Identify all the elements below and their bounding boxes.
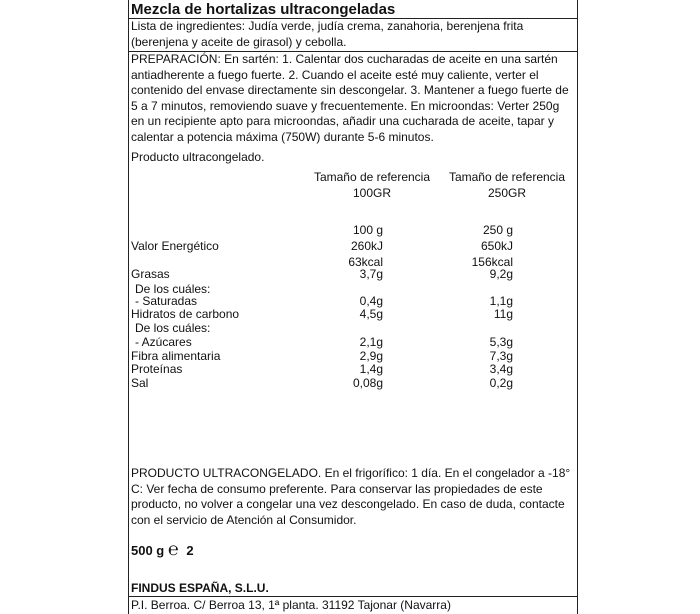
- preparation-instructions: PREPARACIÓN: En sartén: 1. Calentar dos cucharadas de aceite en una sartén antiadherente a fuego fuerte. 2. Cuando el aceite esté muy caliente, verter el contenido del envase directamente sin descongelar. 3. Mantener a fuego fuerte de 5 a 7 minutos, removiendo suave y frecuentemente. En microondas: Verter 250g en un recipiente apto para microondas, añadir una cucharada de aceite, tapar y calentar a potencia máxima (750W) durante 5-6 minutos.: [131, 52, 569, 144]
- nutrient-value-col1: 0,4g: [359, 294, 383, 308]
- nutrient-label: Hidratos de carbono: [131, 307, 240, 321]
- nutrient-value-col1: 2,9g: [359, 349, 383, 363]
- nutrient-value-col2: 7,3g: [489, 349, 513, 363]
- nutrient-value-col1: 1,4g: [359, 362, 383, 376]
- nutrient-label: Proteínas: [131, 362, 183, 376]
- nutrient-value-col2: 11g: [493, 307, 513, 321]
- col2-header: Tamaño de referencia: [448, 170, 566, 184]
- nutrient-value-col1: 2,1g: [359, 335, 383, 349]
- nutrient-value-col1: 3,7g: [359, 267, 383, 281]
- company-address: P.I. Berroa. C/ Berroa 13, 1ª planta. 31192 Tajonar (Navarra): [131, 598, 451, 612]
- company-name: FINDUS ESPAÑA, S.L.U.: [131, 581, 269, 595]
- nutrient-value-col1: 4,5g: [359, 307, 383, 321]
- nutrient-label: Grasas: [131, 267, 170, 281]
- net-weight-value: 500 g: [131, 543, 165, 558]
- estimated-sign-icon: ℮: [167, 539, 179, 559]
- col1-quantity: 100 g: [352, 223, 383, 237]
- storage-instructions: PRODUCTO ULTRACONGELADO. En el frigorífico: 1 día. En el congelador a -18° C: Ver fecha de consumo preferente. Para conservar las propiedades de este producto, no volver a congelar una vez descongelado. En caso de duda, contacte con el servicio de Atención al Consumidor.: [131, 466, 571, 527]
- nutrient-label: - Azúcares: [135, 335, 192, 349]
- col2-size: 250GR: [487, 186, 527, 200]
- nutrient-label: Fibra alimentaria: [131, 349, 221, 363]
- nutrient-label: De los cuáles:: [135, 282, 211, 296]
- nutrient-label: De los cuáles:: [135, 321, 211, 335]
- energy-kcal-col2: 156kcal: [471, 255, 513, 269]
- nutrient-value-col2: 5,3g: [489, 335, 513, 349]
- ingredients-list: Lista de ingredientes: Judía verde, judía crema, zanahoria, berenjena frita (berenjena y aceite de girasol) y cebolla.: [131, 19, 524, 49]
- nutrient-label: Sal: [131, 376, 149, 390]
- energy-kj-col2: 650kJ: [480, 239, 513, 253]
- nutrient-value-col2: 9,2g: [489, 267, 513, 281]
- net-weight: [131, 540, 194, 559]
- col1-header: Tamaño de referencia: [313, 170, 431, 184]
- nutrient-value-col2: 3,4g: [489, 362, 513, 376]
- nutrient-label: - Saturadas: [135, 294, 198, 308]
- col2-quantity: 250 g: [482, 223, 513, 237]
- energy-kj-col1: 260kJ: [350, 239, 383, 253]
- energy-kcal-col1: 63kcal: [348, 255, 383, 269]
- nutrient-value-col1: 0,08g: [352, 376, 383, 390]
- nutrient-value-col2: 0,2g: [489, 376, 513, 390]
- product-title: Mezcla de hortalizas ultracongeladas: [131, 1, 396, 18]
- col1-size: 100GR: [352, 186, 392, 200]
- nutrient-value-col2: 1,1g: [489, 294, 513, 308]
- frozen-note: Producto ultracongelado.: [131, 150, 265, 164]
- energy-label: Valor Energético: [131, 239, 219, 253]
- portions-count: 2: [186, 543, 194, 558]
